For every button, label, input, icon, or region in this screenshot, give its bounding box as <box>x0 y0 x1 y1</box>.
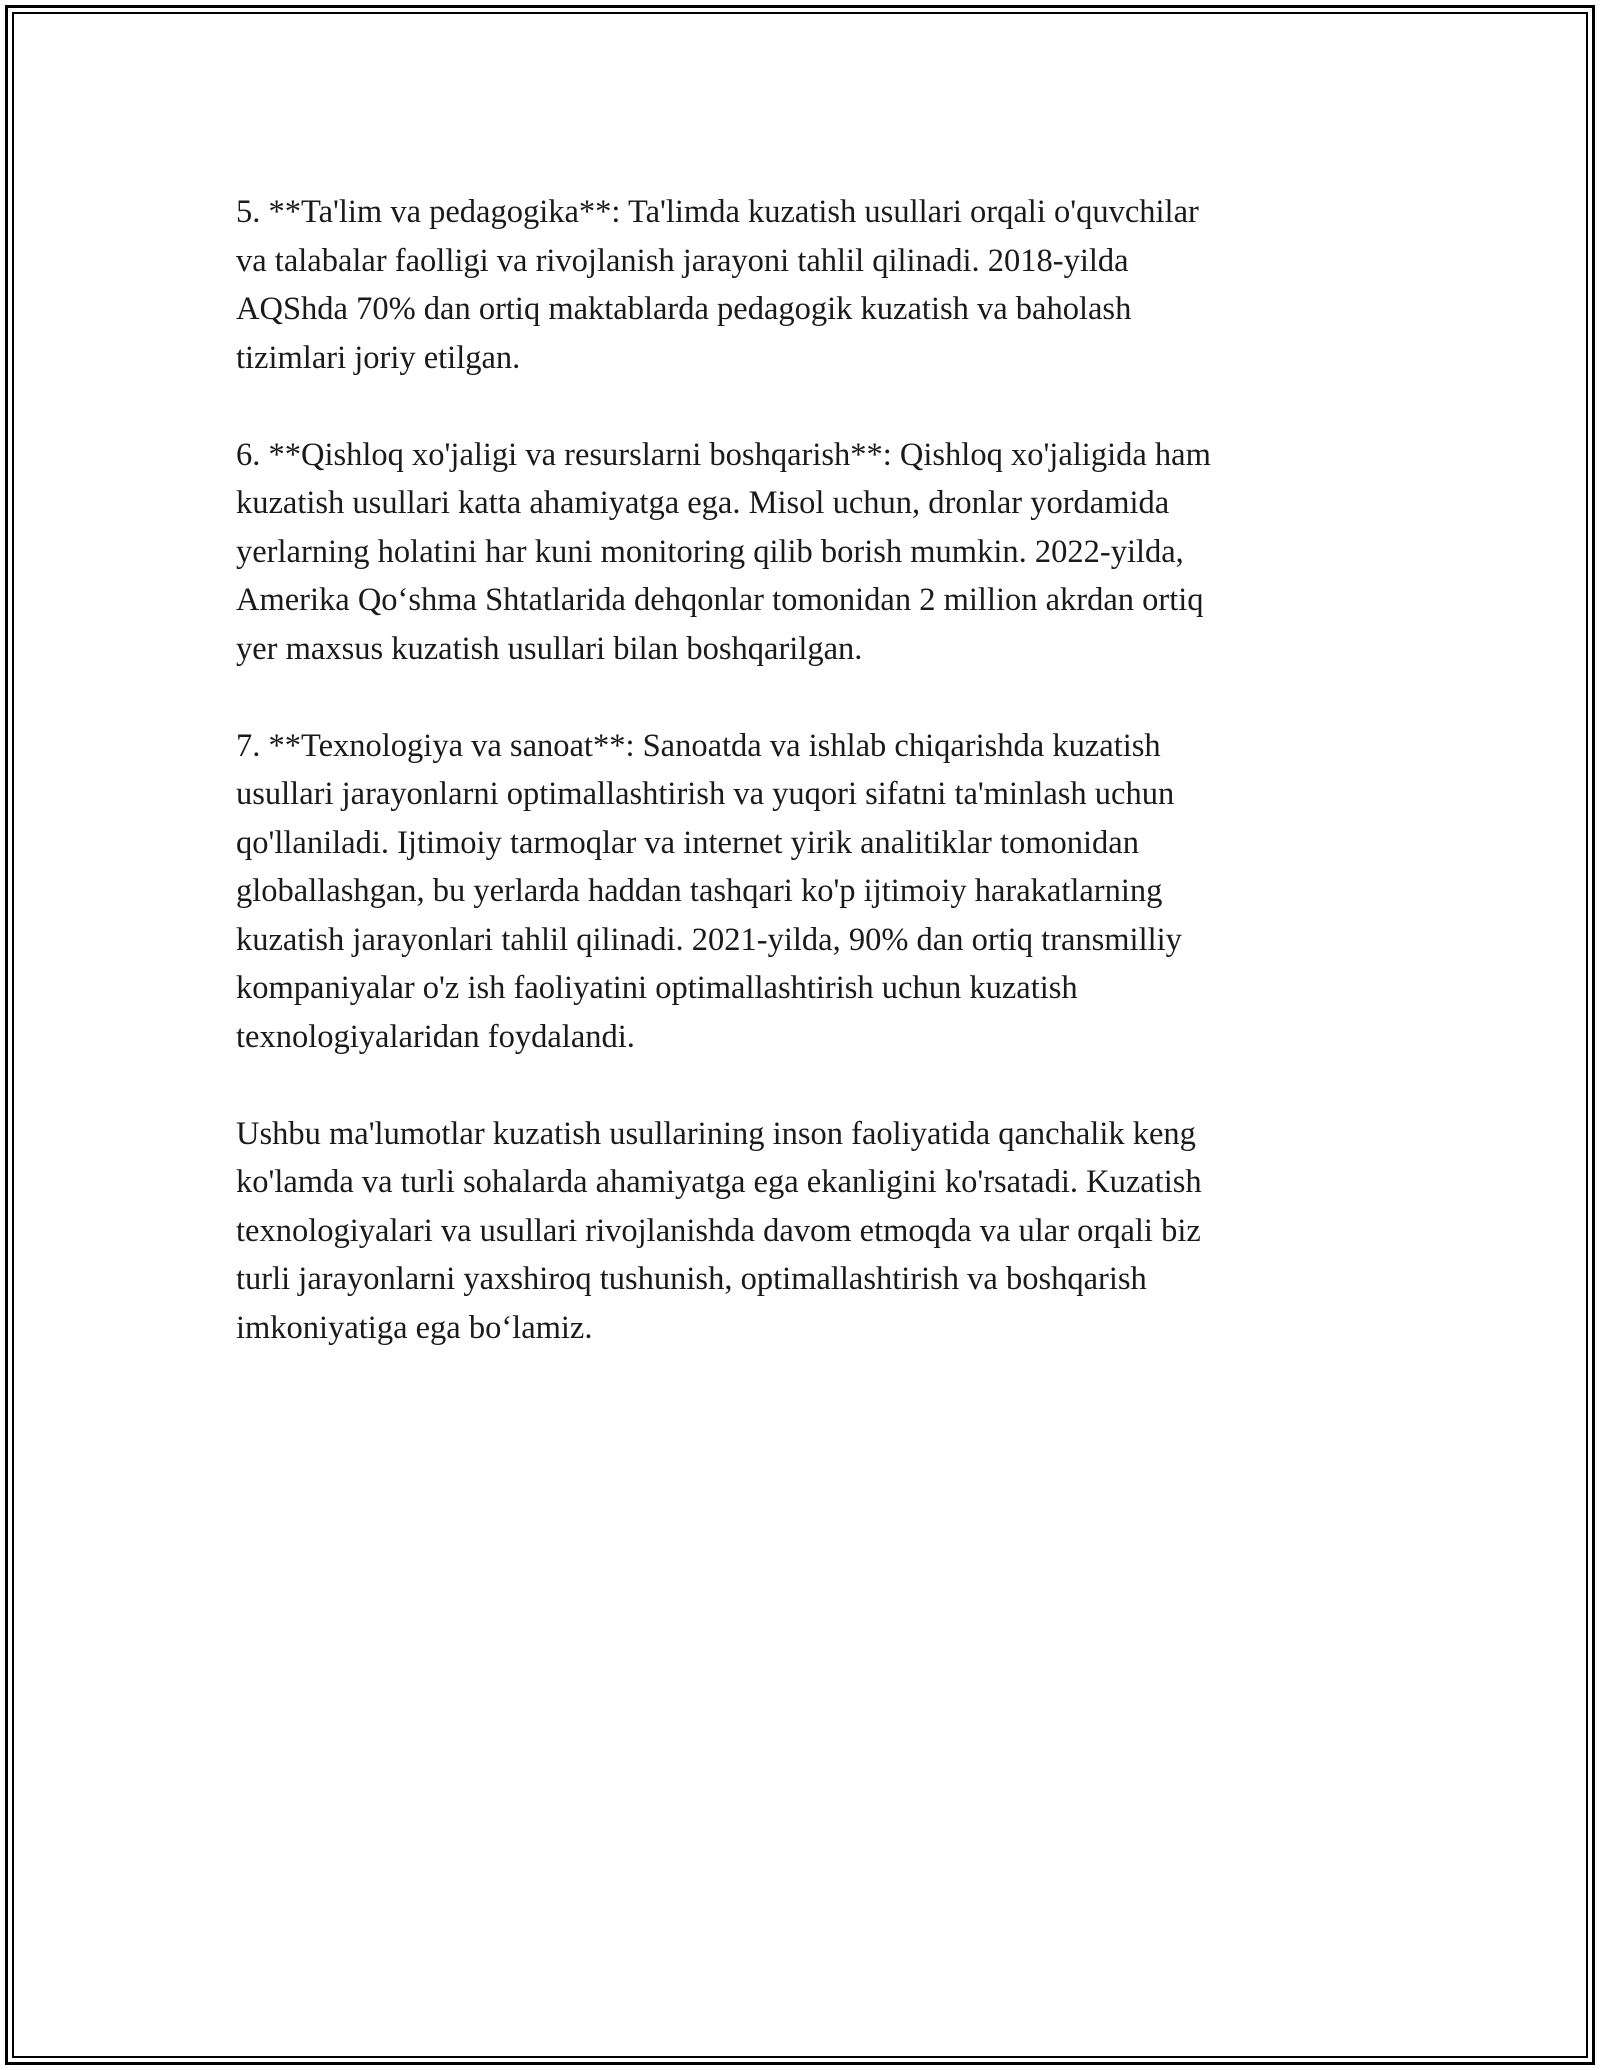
text-line: texnologiyalaridan foydalandi. <box>236 1018 635 1055</box>
text-line: ko'lamda va turli sohalarda ahamiyatga ega ekanligini ko'rsatadi. Kuzatish <box>236 1164 1202 1200</box>
document-body <box>236 188 1396 1401</box>
text-line: imkoniyatiga ega bo‘lamiz. <box>236 1309 593 1346</box>
text-line: qo'llaniladi. Ijtimoiy tarmoqlar va internet yirik analitiklar tomonidan <box>236 824 1139 861</box>
text-line: kuzatish usullari katta ahamiyatga ega. Misol uchun, dronlar yordamida <box>236 485 1170 521</box>
text-line: va talabalar faolligi va rivojlanish jarayoni tahlil qilinadi. 2018-yilda <box>236 242 1129 279</box>
text-line: globallashgan, bu yerlarda haddan tashqari ko'p ijtimoiy harakatlarning <box>236 873 1163 909</box>
paragraph-technology <box>236 722 1396 1062</box>
text-line: kompaniyalar o'z ish faoliyatini optimallashtirish uchun kuzatish <box>236 970 1078 1006</box>
text-line: Amerika Qo‘shma Shtatlarida dehqonlar tomonidan 2 million akrdan ortiq <box>236 582 1204 618</box>
text-line: turli jarayonlarni yaxshiroq tushunish, optimallashtirish va boshqarish <box>236 1261 1147 1297</box>
text-line: Ushbu ma'lumotlar kuzatish usullarining inson faoliyatida qanchalik keng <box>236 1115 1196 1152</box>
text-line: yerlarning holatini har kuni monitoring qilib borish mumkin. 2022-yilda, <box>236 533 1184 570</box>
text-line: texnologiyalari va usullari rivojlanishda davom etmoqda va ular orqali biz <box>236 1212 1201 1249</box>
text-line: kuzatish jarayonlari tahlil qilinadi. 2021-yilda, 90% dan ortiq transmilliy <box>236 921 1182 958</box>
paragraph-agriculture <box>236 431 1396 674</box>
text-line: AQShda 70% dan ortiq maktablarda pedagogik kuzatish va baholash <box>236 291 1132 327</box>
text-line: tizimlari joriy etilgan. <box>236 339 521 376</box>
paragraph-education <box>236 188 1396 382</box>
text-line: 5. **Ta'lim va pedagogika**: Ta'limda kuzatish usullari orqali o'quvchilar <box>236 194 1199 230</box>
text-line: usullari jarayonlarni optimallashtirish va yuqori sifatni ta'minlash uchun <box>236 776 1175 812</box>
text-line: yer maxsus kuzatish usullari bilan boshqarilgan. <box>236 630 863 667</box>
paragraph-conclusion <box>236 1110 1396 1353</box>
text-line: 7. **Texnologiya va sanoat**: Sanoatda va ishlab chiqarishda kuzatish <box>236 727 1161 764</box>
text-line: 6. **Qishloq xo'jaligi va resurslarni boshqarish**: Qishloq xo'jaligida ham <box>236 436 1211 473</box>
